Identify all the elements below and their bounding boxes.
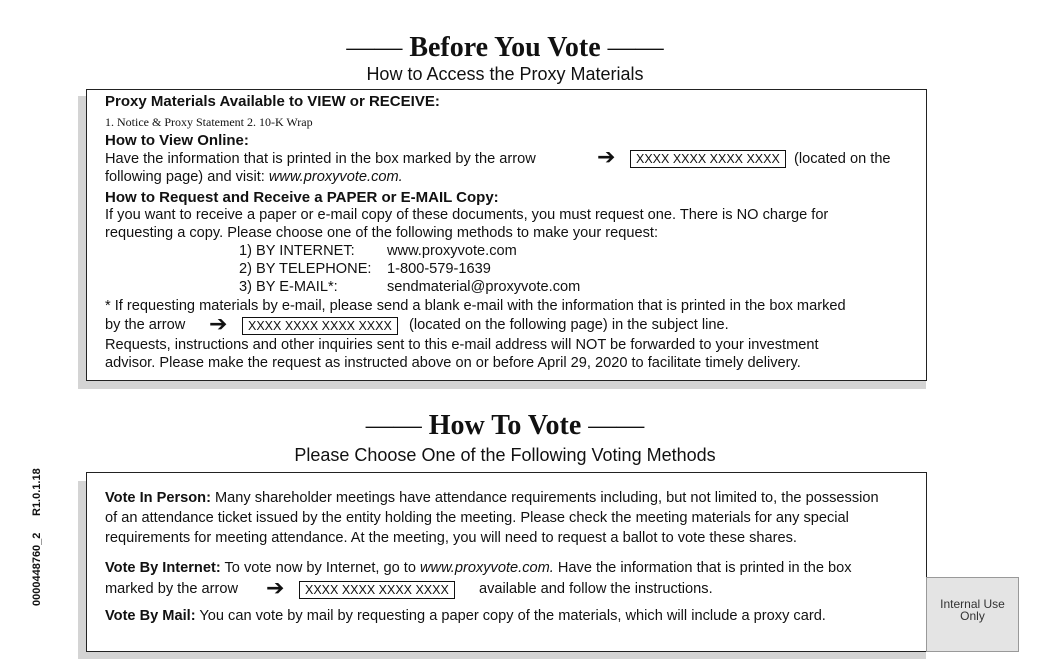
control-number-box: XXXX XXXX XXXX XXXX [630,150,786,168]
proxyvote-link[interactable]: www.proxyvote.com. [420,560,554,576]
vote-in-person-line1: Vote In Person: Many shareholder meetings have attendance requirements including, but not limited to, the possession [105,490,879,506]
method-telephone-label: 2) BY TELEPHONE: [239,261,372,277]
requests-line2: advisor. Please make the request as instructed above on or before April 29, 2020 to facilitate timely delivery. [105,355,801,371]
vote-by-internet-suffix: available and follow the instructions. [479,581,713,597]
how-to-vote-title: —— How To Vote —— [365,410,645,441]
vote-in-person-label: Vote In Person: [105,490,211,506]
internal-use-line2: Only [960,609,985,623]
paper-copy-line2: requesting a copy. Please choose one of the following methods to make your request: [105,225,659,241]
view-online-text: Have the information that is printed in the box marked by the arrow [105,151,536,167]
internal-use-line1: Internal Use [940,597,1005,611]
revision-code: R1.0.1.18 [31,468,43,516]
proxyvote-link[interactable]: www.proxyvote.com. [268,169,403,185]
vote-in-person-line3: requirements for meeting attendance. At the meeting, you will need to request a ballot to vote these shares. [105,530,797,546]
email-note-suffix: (located on the following page) in the subject line. [409,317,729,333]
paper-copy-line1: If you want to receive a paper or e-mail copy of these documents, you must request one. There is NO charge for [105,207,829,223]
method-email-label: 3) BY E-MAIL*: [239,279,338,295]
method-email-value[interactable]: sendmaterial@proxyvote.com [387,279,581,295]
materials-list: 1. Notice & Proxy Statement 2. 10-K Wrap [105,115,313,129]
email-note-prefix: by the arrow [105,317,186,333]
vote-by-mail-label: Vote By Mail: [105,608,196,624]
job-id-code: 0000448760_2 [31,532,43,606]
vote-by-mail-line: Vote By Mail: You can vote by mail by requesting a paper copy of the materials, which will include a proxy card. [105,608,826,624]
control-number-box: XXXX XXXX XXXX XXXX [242,317,398,335]
method-telephone-value[interactable]: 1-800-579-1639 [387,261,491,277]
arrow-icon: ➔ [209,311,228,336]
email-note-line1: * If requesting materials by e-mail, please send a blank e-mail with the information that is printed in the box marked [105,298,846,314]
arrow-icon: ➔ [597,144,616,169]
voting-methods-box [86,472,927,652]
vote-in-person-line2: of an attendance ticket issued by the entity holding the meeting. Please check the meeting materials for any special [105,510,849,526]
voting-methods-subtitle: Please Choose One of the Following Voting Methods [294,445,716,465]
materials-heading: Proxy Materials Available to VIEW or RECEIVE: [105,93,440,110]
view-online-line2: following page) and visit: www.proxyvote.com. [105,169,403,185]
method-internet-value[interactable]: www.proxyvote.com [387,243,517,259]
requests-line1: Requests, instructions and other inquiries sent to this e-mail address will NOT be forwarded to your investment [105,337,819,353]
located-on-text: (located on the [794,151,891,167]
paper-copy-heading: How to Request and Receive a PAPER or E-MAIL Copy: [105,189,499,206]
access-subtitle: How to Access the Proxy Materials [366,64,644,84]
control-number-box: XXXX XXXX XXXX XXXX [299,581,455,599]
arrow-icon: ➔ [266,575,285,600]
method-internet-label: 1) BY INTERNET: [239,243,355,259]
access-materials-box [86,89,927,381]
view-online-heading: How to View Online: [105,132,249,149]
before-you-vote-title: —— Before You Vote —— [346,32,664,63]
internal-use-box [926,577,1019,652]
vote-by-internet-line1: Vote By Internet: To vote now by Internet, go to www.proxyvote.com. Have the information that is printed in the box [105,560,852,576]
vote-by-internet-prefix: marked by the arrow [105,581,239,597]
vote-by-internet-label: Vote By Internet: [105,560,221,576]
